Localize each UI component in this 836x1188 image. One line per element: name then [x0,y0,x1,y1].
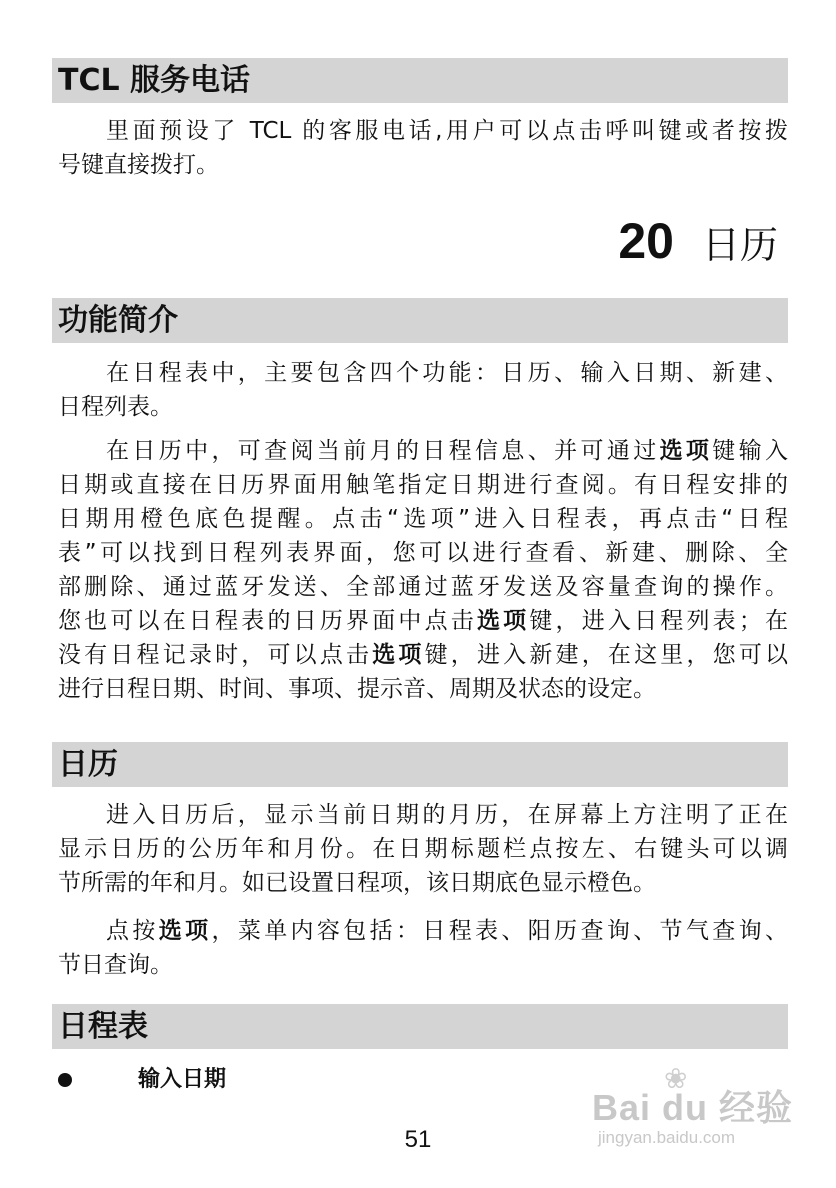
text-line: 节所需的年和月。如已设置日程项，该日期底色显示橙色。 [58,870,656,896]
chapter-number: 20 [618,213,674,269]
watermark-main-text: Bai du 经验 [592,1087,794,1128]
text-run: 在日历中，可查阅当前月的日程信息、并可通过 [106,438,660,464]
paragraph-intro-2 [58,434,788,706]
paragraph-intro-1 [58,356,788,424]
text-line: 显示日历的公历年和月份。在日期标题栏点按左、右键头可以调 [58,836,788,862]
options-keyword: 选项 [372,642,425,668]
section-header-bar [52,742,788,787]
options-keyword: 选项 [659,438,713,464]
text-run: 键输入 [712,438,789,464]
bullet-dot-icon [58,1073,72,1087]
text-line: 日程列表。 [58,394,173,420]
text-line [58,434,788,468]
text-line: 里面预设了 TCL 的客服电话,用户可以点击呼叫键或者按拨 [106,118,788,144]
text-run: 键，进入新建，在这里，您可以 [424,642,789,668]
text-line: 节日查询。 [58,952,173,978]
paw-logo-icon: ❀ [664,1062,688,1095]
section-header-bar [52,1004,788,1049]
section-title-calendar: 日历 [58,747,118,782]
text-line: 号键直接拨打。 [58,152,219,178]
text-line: 日期用橙色底色提醒。点击“选项”进入日程表，再点击“日程 [58,506,788,532]
bullet-label: 输入日期 [138,1067,227,1092]
text-run: 点按 [106,918,159,944]
bullet-item [58,1062,226,1093]
text-run: ，菜单内容包括：日程表、阳历查询、节气查询、 [211,918,789,944]
text-line: 部删除、通过蓝牙发送、全部通过蓝牙发送及容量查询的操作。 [58,574,788,600]
chapter-heading [618,212,778,270]
text-line: 进行日程日期、时间、事项、提示音、周期及状态的设定。 [58,676,656,702]
text-line [58,604,788,638]
paragraph-tcl [58,114,788,182]
section-title-schedule: 日程表 [58,1009,148,1044]
text-line [58,914,788,948]
chapter-title: 日历 [701,222,778,267]
text-run: 您也可以在日程表的日历界面中点击 [58,608,477,634]
paragraph-calendar-2 [58,914,788,982]
options-keyword: 选项 [476,608,530,634]
text-line [58,638,788,672]
page-number: 51 [404,1126,432,1153]
text-line: 日期或直接在日历界面用触笔指定日期进行查阅。有日程安排的 [58,472,788,498]
text-line: 在日程表中，主要包含四个功能：日历、输入日期、新建、 [106,360,788,386]
text-line: 表”可以找到日程列表界面，您可以进行查看、新建、删除、全 [58,540,788,566]
watermark-url-text: jingyan.baidu.com [598,1128,736,1147]
text-line: 进入日历后，显示当前日期的月历，在屏幕上方注明了正在 [106,802,788,828]
section-title-intro: 功能简介 [58,303,178,338]
section-title-tcl: TCL 服务电话 [58,63,251,98]
text-run: 没有日程记录时，可以点击 [58,642,373,668]
paragraph-calendar-1 [58,798,788,900]
text-run: 键，进入日程列表；在 [529,608,789,634]
options-keyword: 选项 [158,918,212,944]
